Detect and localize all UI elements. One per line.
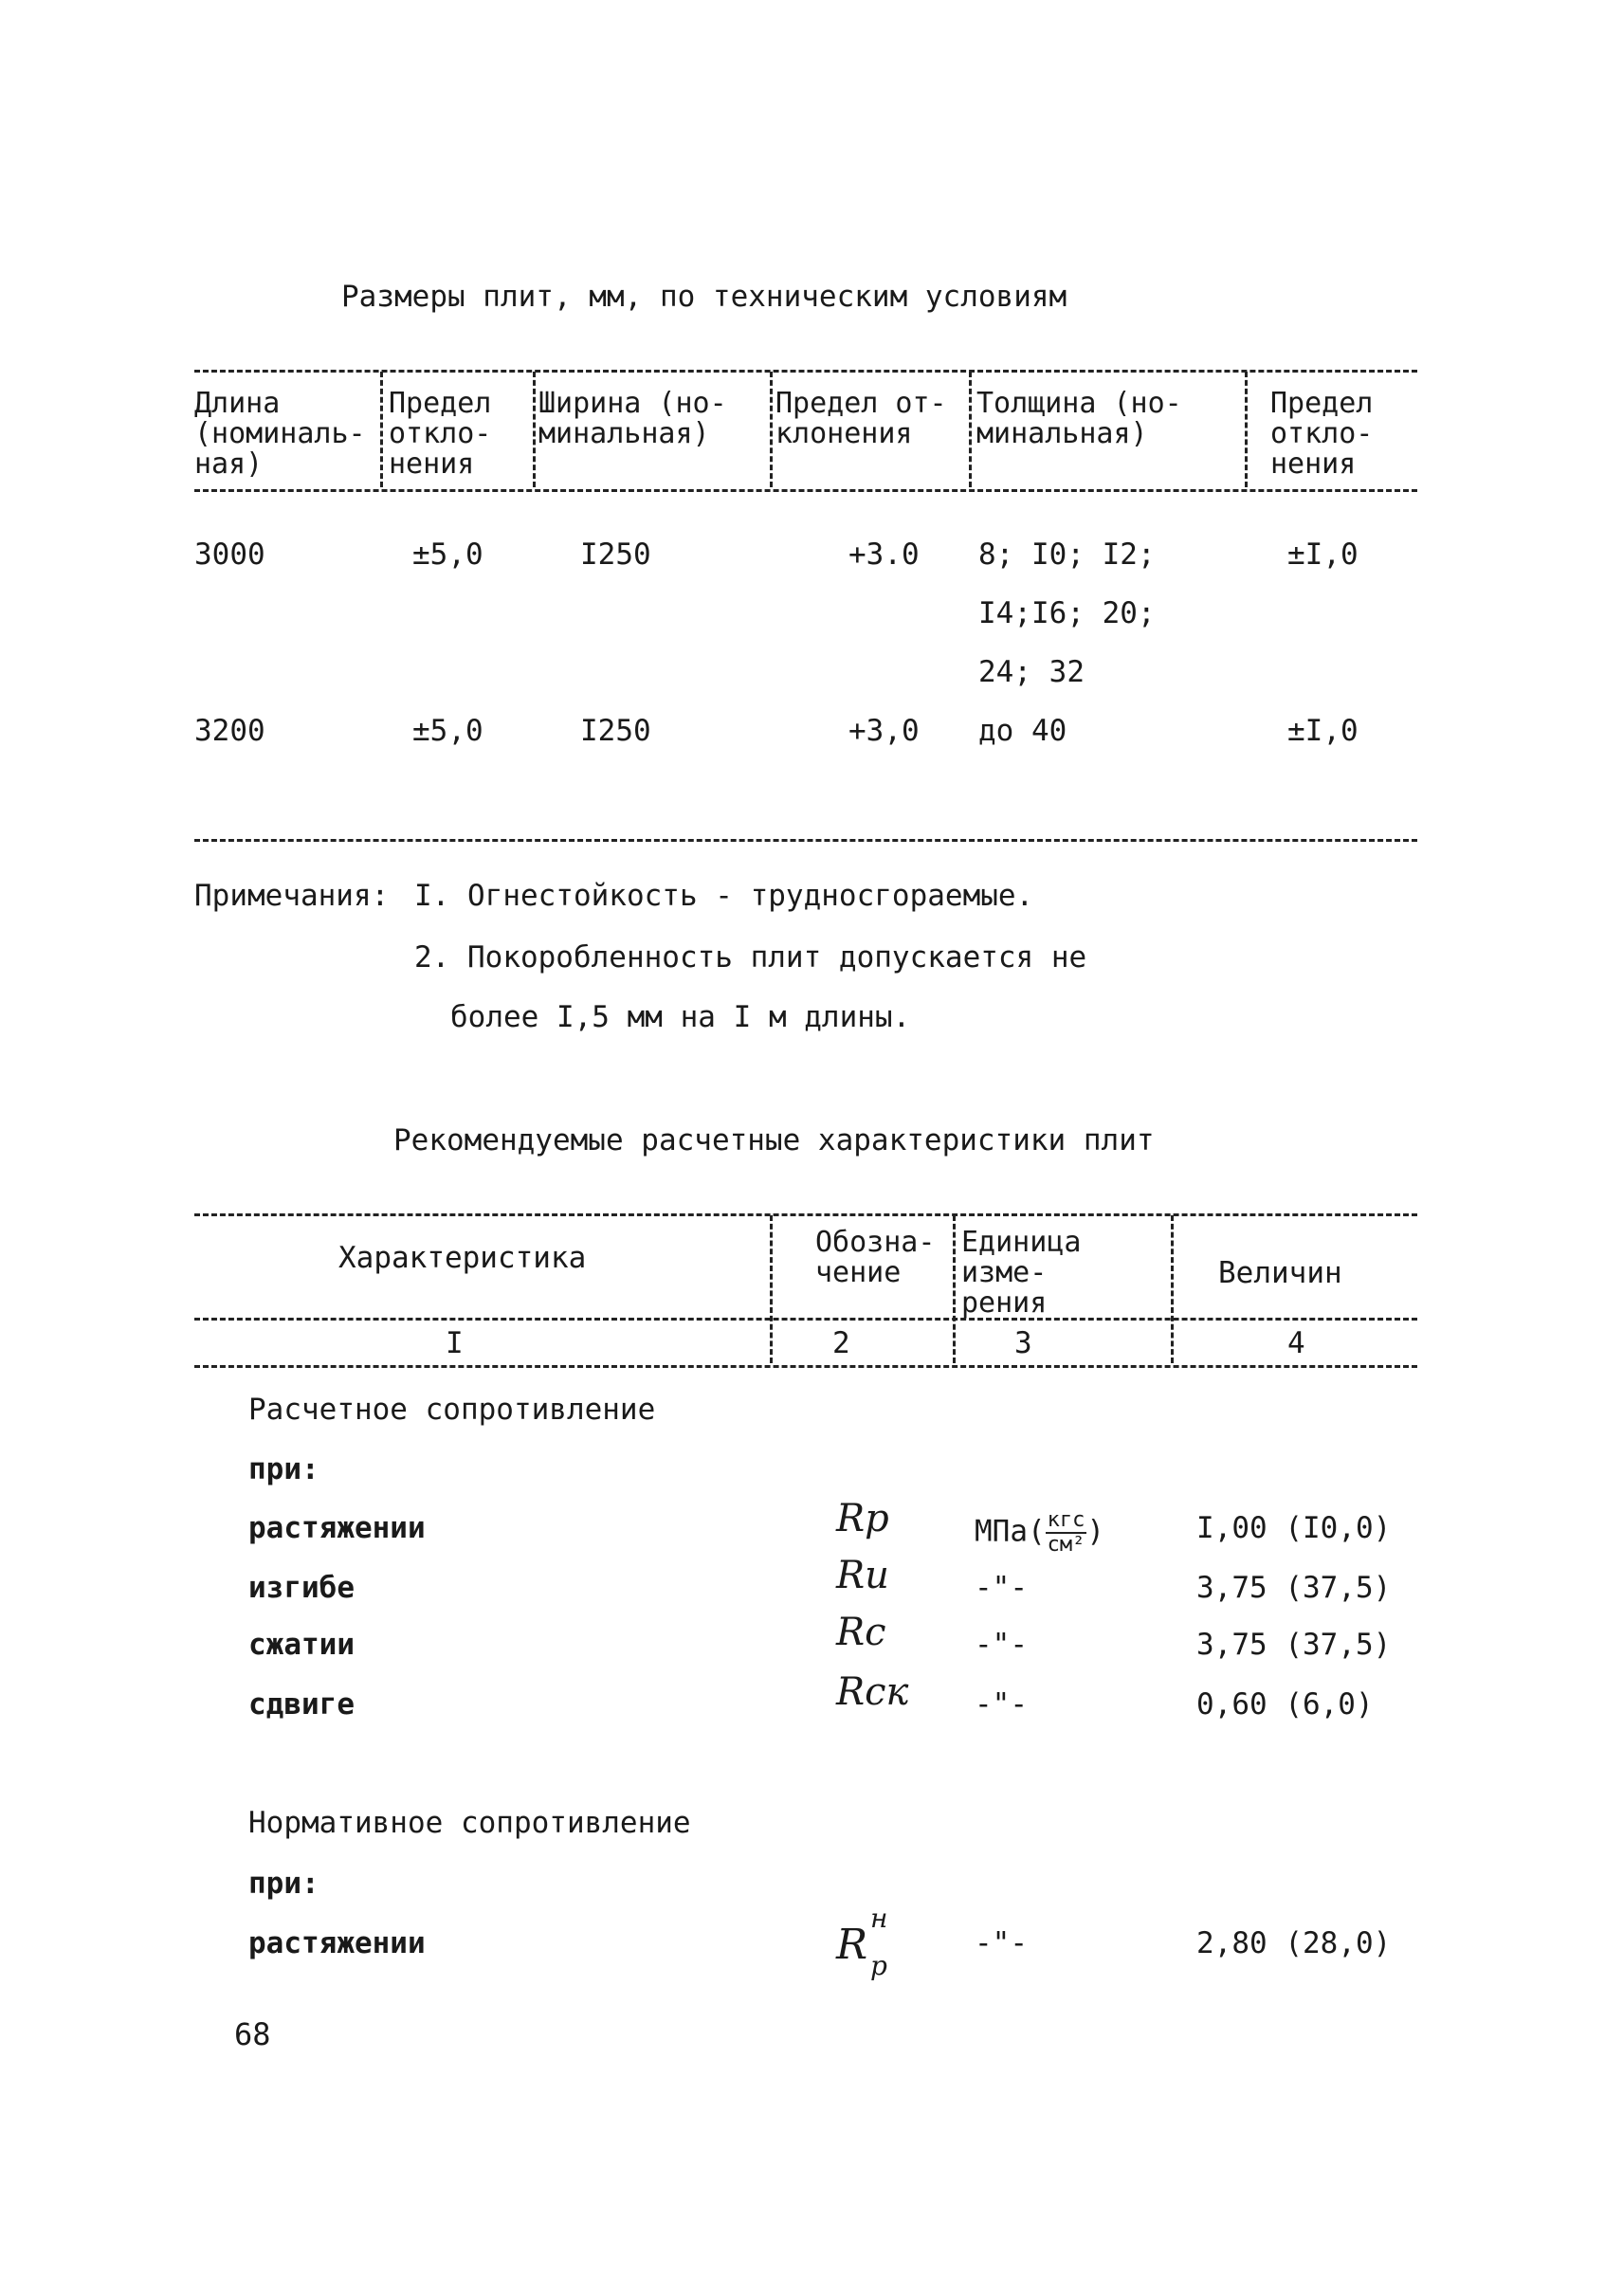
table1-header-deviation: Предел от- клонения <box>775 387 947 450</box>
table1-col-divider <box>1245 372 1248 487</box>
table1-top-rule <box>194 370 1417 373</box>
section-title: Расчетное сопротивление <box>248 1393 656 1427</box>
cell-thickness: 24; 32 <box>978 655 1085 689</box>
table1-bottom-rule <box>194 839 1417 842</box>
row-value: I,00 (I0,0) <box>1196 1511 1392 1545</box>
note-item: I. Огнестойкость - трудносгораемые. <box>414 879 1034 913</box>
unit-suffix: ) <box>1086 1514 1105 1549</box>
row-name: растяжении <box>248 1511 426 1545</box>
cell-thickness: до 40 <box>978 714 1067 748</box>
table2-header-value: Величин <box>1218 1256 1342 1290</box>
table2-header-characteristic: Характеристика <box>338 1241 587 1275</box>
cell-length: 3000 <box>194 538 265 572</box>
row-symbol-superscript: н <box>870 1903 888 1934</box>
section-sub: при: <box>248 1452 319 1486</box>
row-unit: -"- <box>975 1687 1028 1722</box>
row-unit <box>975 1509 1104 1557</box>
table2-col-divider <box>1171 1215 1174 1363</box>
row-symbol: Rи <box>836 1554 889 1597</box>
table1-col-divider <box>770 372 773 487</box>
row-symbol: Rск <box>836 1670 909 1714</box>
unit-numerator: кгс <box>1046 1509 1087 1534</box>
table2-col-number: 3 <box>1014 1326 1032 1360</box>
row-unit: -"- <box>975 1926 1028 1960</box>
table1-header-rule <box>194 489 1417 492</box>
table2-top-rule <box>194 1213 1417 1216</box>
row-value: 3,75 (37,5) <box>1196 1571 1392 1605</box>
page-number: 68 <box>234 2016 271 2052</box>
cell-thickness: 8; I0; I2; <box>978 538 1156 572</box>
row-value: 3,75 (37,5) <box>1196 1628 1392 1662</box>
row-name: сдвиге <box>248 1687 355 1722</box>
table1-title: Размеры плит, мм, по техническим условиям <box>341 280 1067 314</box>
row-symbol: Rр <box>836 1497 889 1540</box>
note-item: 2. Покоробленность плит допускается не <box>414 940 1087 975</box>
cell-deviation: +3.0 <box>848 538 920 572</box>
table2-header-symbol: Обозна- чение <box>815 1226 936 1289</box>
table1-header-deviation: Предел откло- нения <box>389 387 492 481</box>
row-symbol: R <box>836 1921 868 1969</box>
cell-deviation: ±5,0 <box>412 538 483 572</box>
table1-col-divider <box>533 372 536 487</box>
table2-col-divider <box>953 1215 956 1363</box>
table1-col-divider <box>969 372 972 487</box>
table1-col-divider <box>380 372 383 487</box>
table2-col-divider <box>770 1215 773 1363</box>
row-unit: -"- <box>975 1571 1028 1605</box>
note-item: более I,5 мм на I м длины. <box>450 1000 911 1034</box>
cell-length: 3200 <box>194 714 265 748</box>
cell-width: I250 <box>580 538 651 572</box>
table1-header-deviation: Предел откло- нения <box>1270 387 1374 481</box>
unit-fraction <box>1046 1509 1087 1557</box>
cell-deviation: ±I,0 <box>1287 714 1359 748</box>
row-value: 0,60 (6,0) <box>1196 1687 1374 1722</box>
table2-col-number: I <box>446 1326 464 1360</box>
row-value: 2,80 (28,0) <box>1196 1926 1392 1960</box>
table2-number-rule <box>194 1365 1417 1368</box>
table2-col-number: 2 <box>832 1326 850 1360</box>
row-symbol: Rс <box>836 1611 886 1654</box>
cell-deviation: ±I,0 <box>1287 538 1359 572</box>
table2-header-rule <box>194 1318 1417 1321</box>
row-name: сжатии <box>248 1628 355 1662</box>
table2-col-number: 4 <box>1287 1326 1305 1360</box>
row-name: растяжении <box>248 1926 426 1960</box>
row-symbol-subscript: р <box>870 1950 887 1981</box>
section-title: Нормативное сопротивление <box>248 1806 691 1840</box>
cell-deviation: ±5,0 <box>412 714 483 748</box>
table1-header-thickness: Толщина (но- минальная) <box>976 387 1182 450</box>
section-sub: при: <box>248 1867 319 1901</box>
cell-thickness: I4;I6; 20; <box>978 596 1156 630</box>
notes-label: Примечания: <box>194 879 390 913</box>
row-name: изгибе <box>248 1571 355 1605</box>
unit-prefix: МПа( <box>975 1514 1046 1549</box>
unit-denominator: см² <box>1047 1533 1085 1558</box>
table2-header-unit: Единица изме- рения <box>961 1226 1082 1320</box>
cell-deviation: +3,0 <box>848 714 920 748</box>
table1-header-length: Длина (номиналь- ная) <box>194 387 366 481</box>
cell-width: I250 <box>580 714 651 748</box>
table2-title: Рекомендуемые расчетные характеристики плит <box>393 1123 1155 1157</box>
table1-header-width: Ширина (но- минальная) <box>538 387 727 450</box>
row-unit: -"- <box>975 1628 1028 1662</box>
